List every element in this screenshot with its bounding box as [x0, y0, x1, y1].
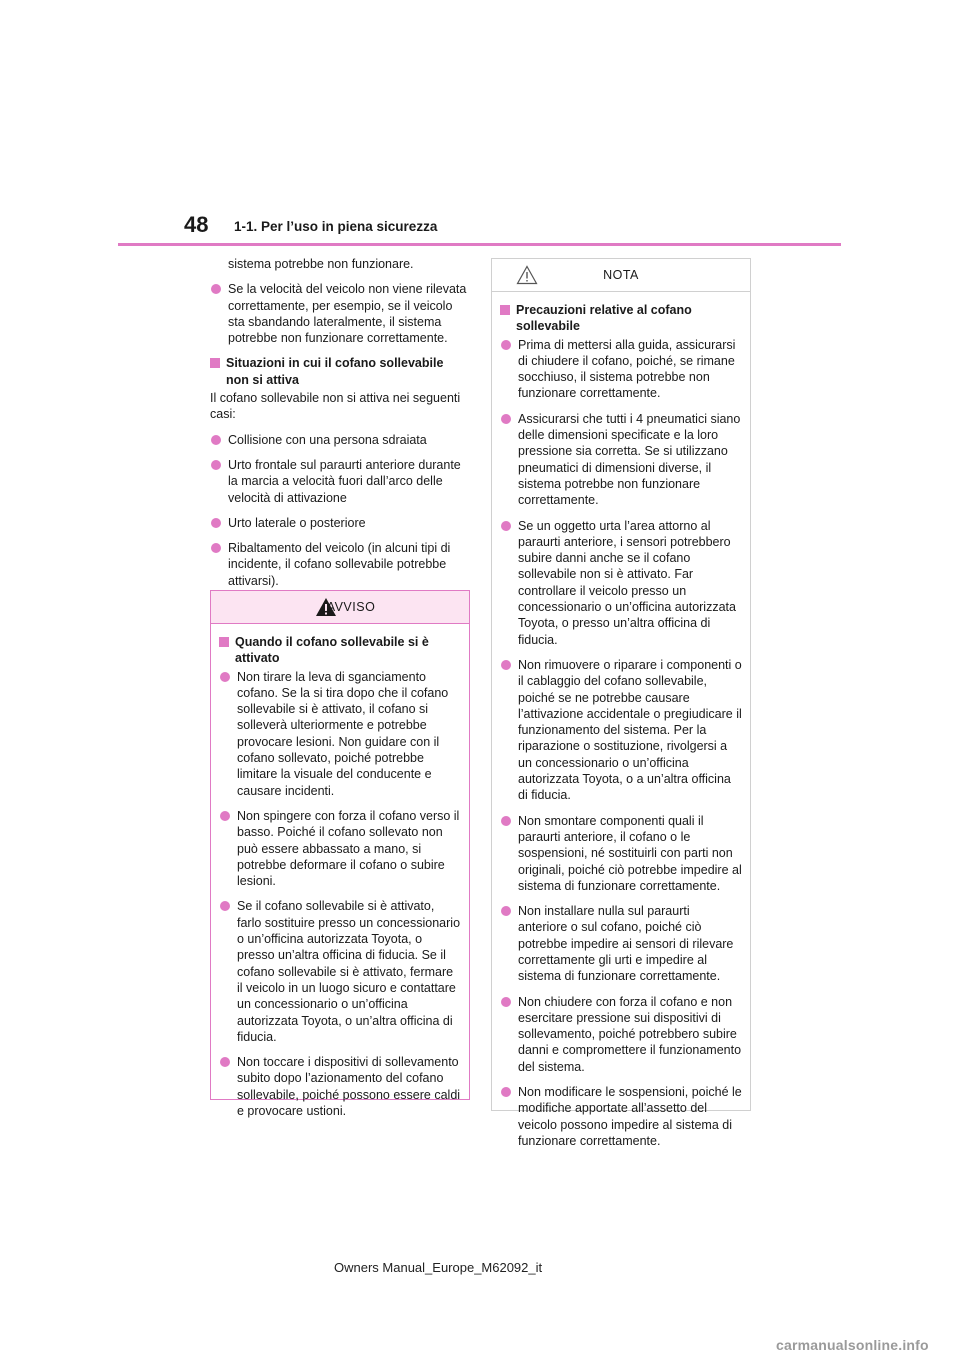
list-item: Non chiudere con forza il cofano e non esercitare pressione sui dispositivi di sollevamento, poiché potrebbero subire danni e compromettere il funzionamento del sistema.	[500, 994, 742, 1075]
list-item: Non tirare la leva di sganciamento cofano. Se la si tira dopo che il cofano sollevabile si è attivato, il cofano si solleverà ulteriormente e potrebbe provocare lesioni. Non guidare con il cofano sollevato, poiché potrebbe limitare la visuale del conducente e causare incidenti.	[219, 669, 461, 799]
bullet-icon	[501, 1087, 511, 1097]
list-item: Collisione con una persona sdraiata	[210, 432, 468, 448]
bullet-icon	[220, 672, 230, 682]
list-item: Assicurarsi che tutti i 4 pneumatici siano delle dimensioni specificate e la loro pressione sia corretta. Se si utilizzano pneumatici di dimensioni diverse, il sistema potrebbe non funzionare correttamente.	[500, 411, 742, 509]
list-item: Non spingere con forza il cofano verso il basso. Poiché il cofano sollevato non può essere abbassato a mano, si potrebbe deformare il cofano o subire lesioni.	[219, 808, 461, 889]
bullet-icon	[501, 816, 511, 826]
square-bullet-icon	[500, 305, 510, 315]
bullet-icon	[501, 660, 511, 670]
list-item: Non toccare i dispositivi di sollevamento subito dopo l’azionamento del cofano sollevabile, poiché possono essere caldi e provocare ustioni.	[219, 1054, 461, 1119]
note-box	[491, 258, 751, 1148]
note-header	[492, 259, 750, 292]
list-item: Non smontare componenti quali il paraurti anteriore, il cofano o le sospensioni, né sostituirli con parti non originali, poiché ciò potrebbe impedire al sistema di funzionare correttamente.	[500, 813, 742, 894]
warning-header	[211, 591, 469, 624]
warning-box	[210, 590, 470, 1119]
bullet-icon	[211, 284, 221, 294]
warning-heading: Quando il cofano sollevabile si è attivato	[219, 634, 461, 667]
list-item: Se la velocità del veicolo non viene rilevata correttamente, per esempio, se il veicolo sta sbandando lateralmente, il sistema potrebbe non funzionare correttamente.	[210, 281, 468, 346]
warning-title: AVVISO	[326, 600, 376, 614]
header-rule	[118, 243, 841, 246]
left-column	[210, 256, 468, 598]
bullet-icon	[501, 340, 511, 350]
watermark-link[interactable]: carmanualsonline.info	[776, 1337, 929, 1353]
continued-text: sistema potrebbe non funzionare.	[228, 257, 414, 271]
subsection-heading: Situazioni in cui il cofano sollevabile non si attiva	[210, 355, 468, 388]
list-item: Non modificare le sospensioni, poiché le modifiche apportate all’assetto del veicolo possono impedire al sistema di funzionare correttamente.	[500, 1084, 742, 1149]
note-heading: Precauzioni relative al cofano sollevabile	[500, 302, 742, 335]
list-item: Se un oggetto urta l’area attorno al paraurti anteriore, i sensori potrebbero subire danni anche se il cofano sollevabile non si è attivato. Far controllare il veicolo presso un concessionario o un’officina autorizzata Toyota, o presso un’altra officina di fiducia.	[500, 518, 742, 648]
list-item: Ribaltamento del veicolo (in alcuni tipi di incidente, il cofano sollevabile potrebbe attivarsi).	[210, 540, 468, 589]
bullet-icon	[211, 543, 221, 553]
list-item: Non installare nulla sul paraurti anteriore o sul cofano, poiché ciò potrebbe impedire ai sensori di rilevare correttamente gli urti e impedire al sistema di funzionare correttamente.	[500, 903, 742, 984]
bullet-icon	[501, 414, 511, 424]
list-item: Urto frontale sul paraurti anteriore durante la marcia a velocità fuori dall’arco delle velocità di attivazione	[210, 457, 468, 506]
note-body	[492, 292, 750, 1149]
bullet-icon	[211, 435, 221, 445]
warning-body	[211, 624, 469, 1119]
footer-text: Owners Manual_Europe_M62092_it	[334, 1260, 543, 1275]
note-title: NOTA	[603, 268, 639, 282]
square-bullet-icon	[210, 358, 220, 368]
square-bullet-icon	[219, 637, 229, 647]
bullet-icon	[220, 811, 230, 821]
section-title: 1-1. Per l’uso in piena sicurezza	[234, 219, 438, 234]
list-item: Urto laterale o posteriore	[210, 515, 468, 531]
list-item: Prima di mettersi alla guida, assicurarsi di chiudere il cofano, poiché, se rimane socchiuso, il sistema potrebbe non funzionare correttamente.	[500, 337, 742, 402]
list-item: Se il cofano sollevabile si è attivato, farlo sostituire presso un concessionario o un’officina autorizzata Toyota, o presso un’altra officina di fiducia. Se il cofano sollevabile si è attivato, fermare il veicolo in un luogo sicuro e contattare un concessionario o un’officina autorizzata Toyota, o un’altra officina di fiducia.	[219, 898, 461, 1045]
bullet-icon	[501, 906, 511, 916]
bullet-icon	[220, 1057, 230, 1067]
page-number: 48	[184, 212, 209, 237]
bullet-icon	[220, 901, 230, 911]
list-item: Non rimuovere o riparare i componenti o il cablaggio del cofano sollevabile, poiché se ne potrebbe causare l’attivazione accidentale o pregiudicare il funzionamento del sistema. Per la riparazione o sostituzione, rivolgersi a un concessionario o un’officina autorizzata Toyota, o a un’altra officina di fiducia.	[500, 657, 742, 804]
bullet-icon	[211, 518, 221, 528]
bullet-icon	[501, 997, 511, 1007]
intro-text: Il cofano sollevabile non si attiva nei seguenti casi:	[210, 391, 461, 422]
bullet-icon	[211, 460, 221, 470]
bullet-icon	[501, 521, 511, 531]
